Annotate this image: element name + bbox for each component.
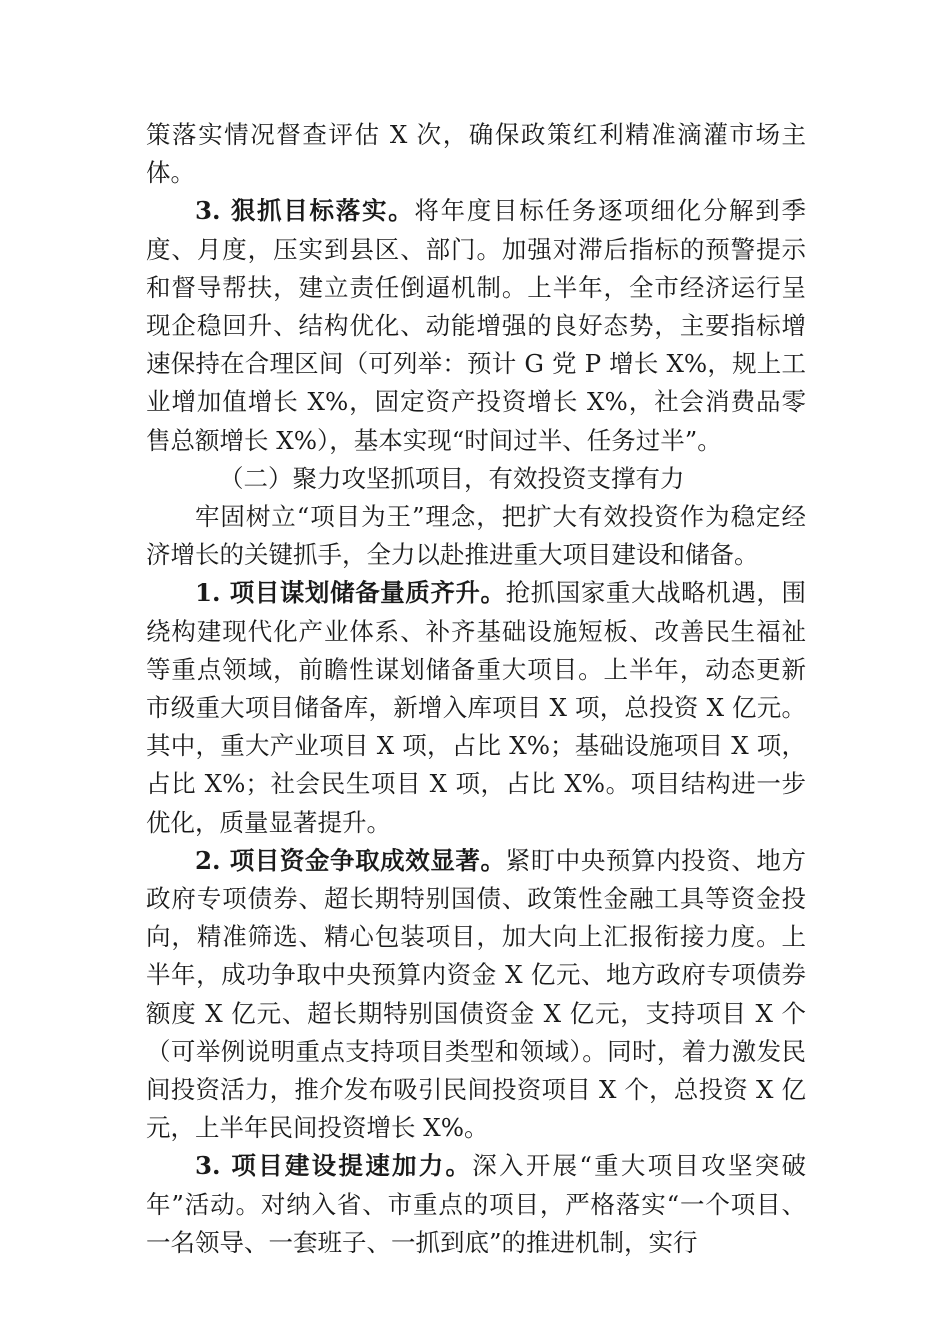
paragraph-project-funding: [146, 842, 806, 1148]
paragraph-continuation: [146, 116, 806, 192]
section-heading: （二）聚力攻坚抓项目，有效投资支撑有力: [219, 463, 685, 493]
document-body: [146, 116, 806, 1262]
paragraph-lead: 3. 狠抓目标落实。: [195, 196, 415, 226]
paragraph-text: 将年度目标任务逐项细化分解到季度、月度，压实到县区、部门。加强对滞后指标的预警提示和督导帮扶，建立责任倒逼机制。上半年，全市经济运行呈现企稳回升、结构优化、动能增强的良好态势，主要指标增速保持在合理区间（可列举：预计 G 党 P 增长 X%，规上工业增加值增长 X%，固定资产投资增长 X%，社会消费品零售总额增长 X%），基本实现“时间过半、任务过半”。: [146, 196, 807, 455]
paragraph-intro: [146, 498, 806, 574]
paragraph-text: 紧盯中央预算内投资、地方政府专项债券、超长期特别国债、政策性金融工具等资金投向，精准筛选、精心包装项目，加大向上汇报衔接力度。上半年，成功争取中央预算内资金 X 亿元、地方政府专项债券额度 X 亿元、超长期特别国债资金 X 亿元，支持项目 X 个（可举例说明重点支持项目类型和领域）。同时，着力激发民间投资活力，推介发布吸引民间投资项目 X 个，总投资 X 亿元，上半年民间投资增长 X%。: [146, 845, 806, 1143]
paragraph-lead: 1. 项目谋划储备量质齐升。: [195, 578, 506, 608]
paragraph-project-planning: [146, 574, 806, 841]
paragraph-text: 策落实情况督查评估 X 次，确保政策红利精准滴灌市场主体。: [146, 120, 806, 188]
paragraph-target-implementation: [146, 192, 806, 459]
paragraph-text: 深入开展“重大项目攻坚突破年”活动。对纳入省、市重点的项目，严格落实“一个项目、一名领导、一套班子、一抓到底”的推进机制，实行: [146, 1151, 807, 1257]
paragraph-text: 抢抓国家重大战略机遇，围绕构建现代化产业体系、补齐基础设施短板、改善民生福祉等重点领域，前瞻性谋划储备重大项目。上半年，动态更新市级重大项目储备库，新增入库项目 X 项，总投资 X 亿元。其中，重大产业项目 X 项，占比 X%；基础设施项目 X 项，占比 X%；社会民生项目 X 项，占比 X%。项目结构进一步优化，质量显著提升。: [146, 578, 806, 837]
paragraph-text: 牢固树立“项目为王”理念，把扩大有效投资作为稳定经济增长的关键抓手，全力以赴推进重大项目建设和储备。: [146, 502, 806, 570]
paragraph-project-construction: [146, 1147, 806, 1262]
paragraph-lead: 2. 项目资金争取成效显著。: [195, 845, 506, 875]
paragraph-lead: 3. 项目建设提速加力。: [195, 1151, 473, 1181]
